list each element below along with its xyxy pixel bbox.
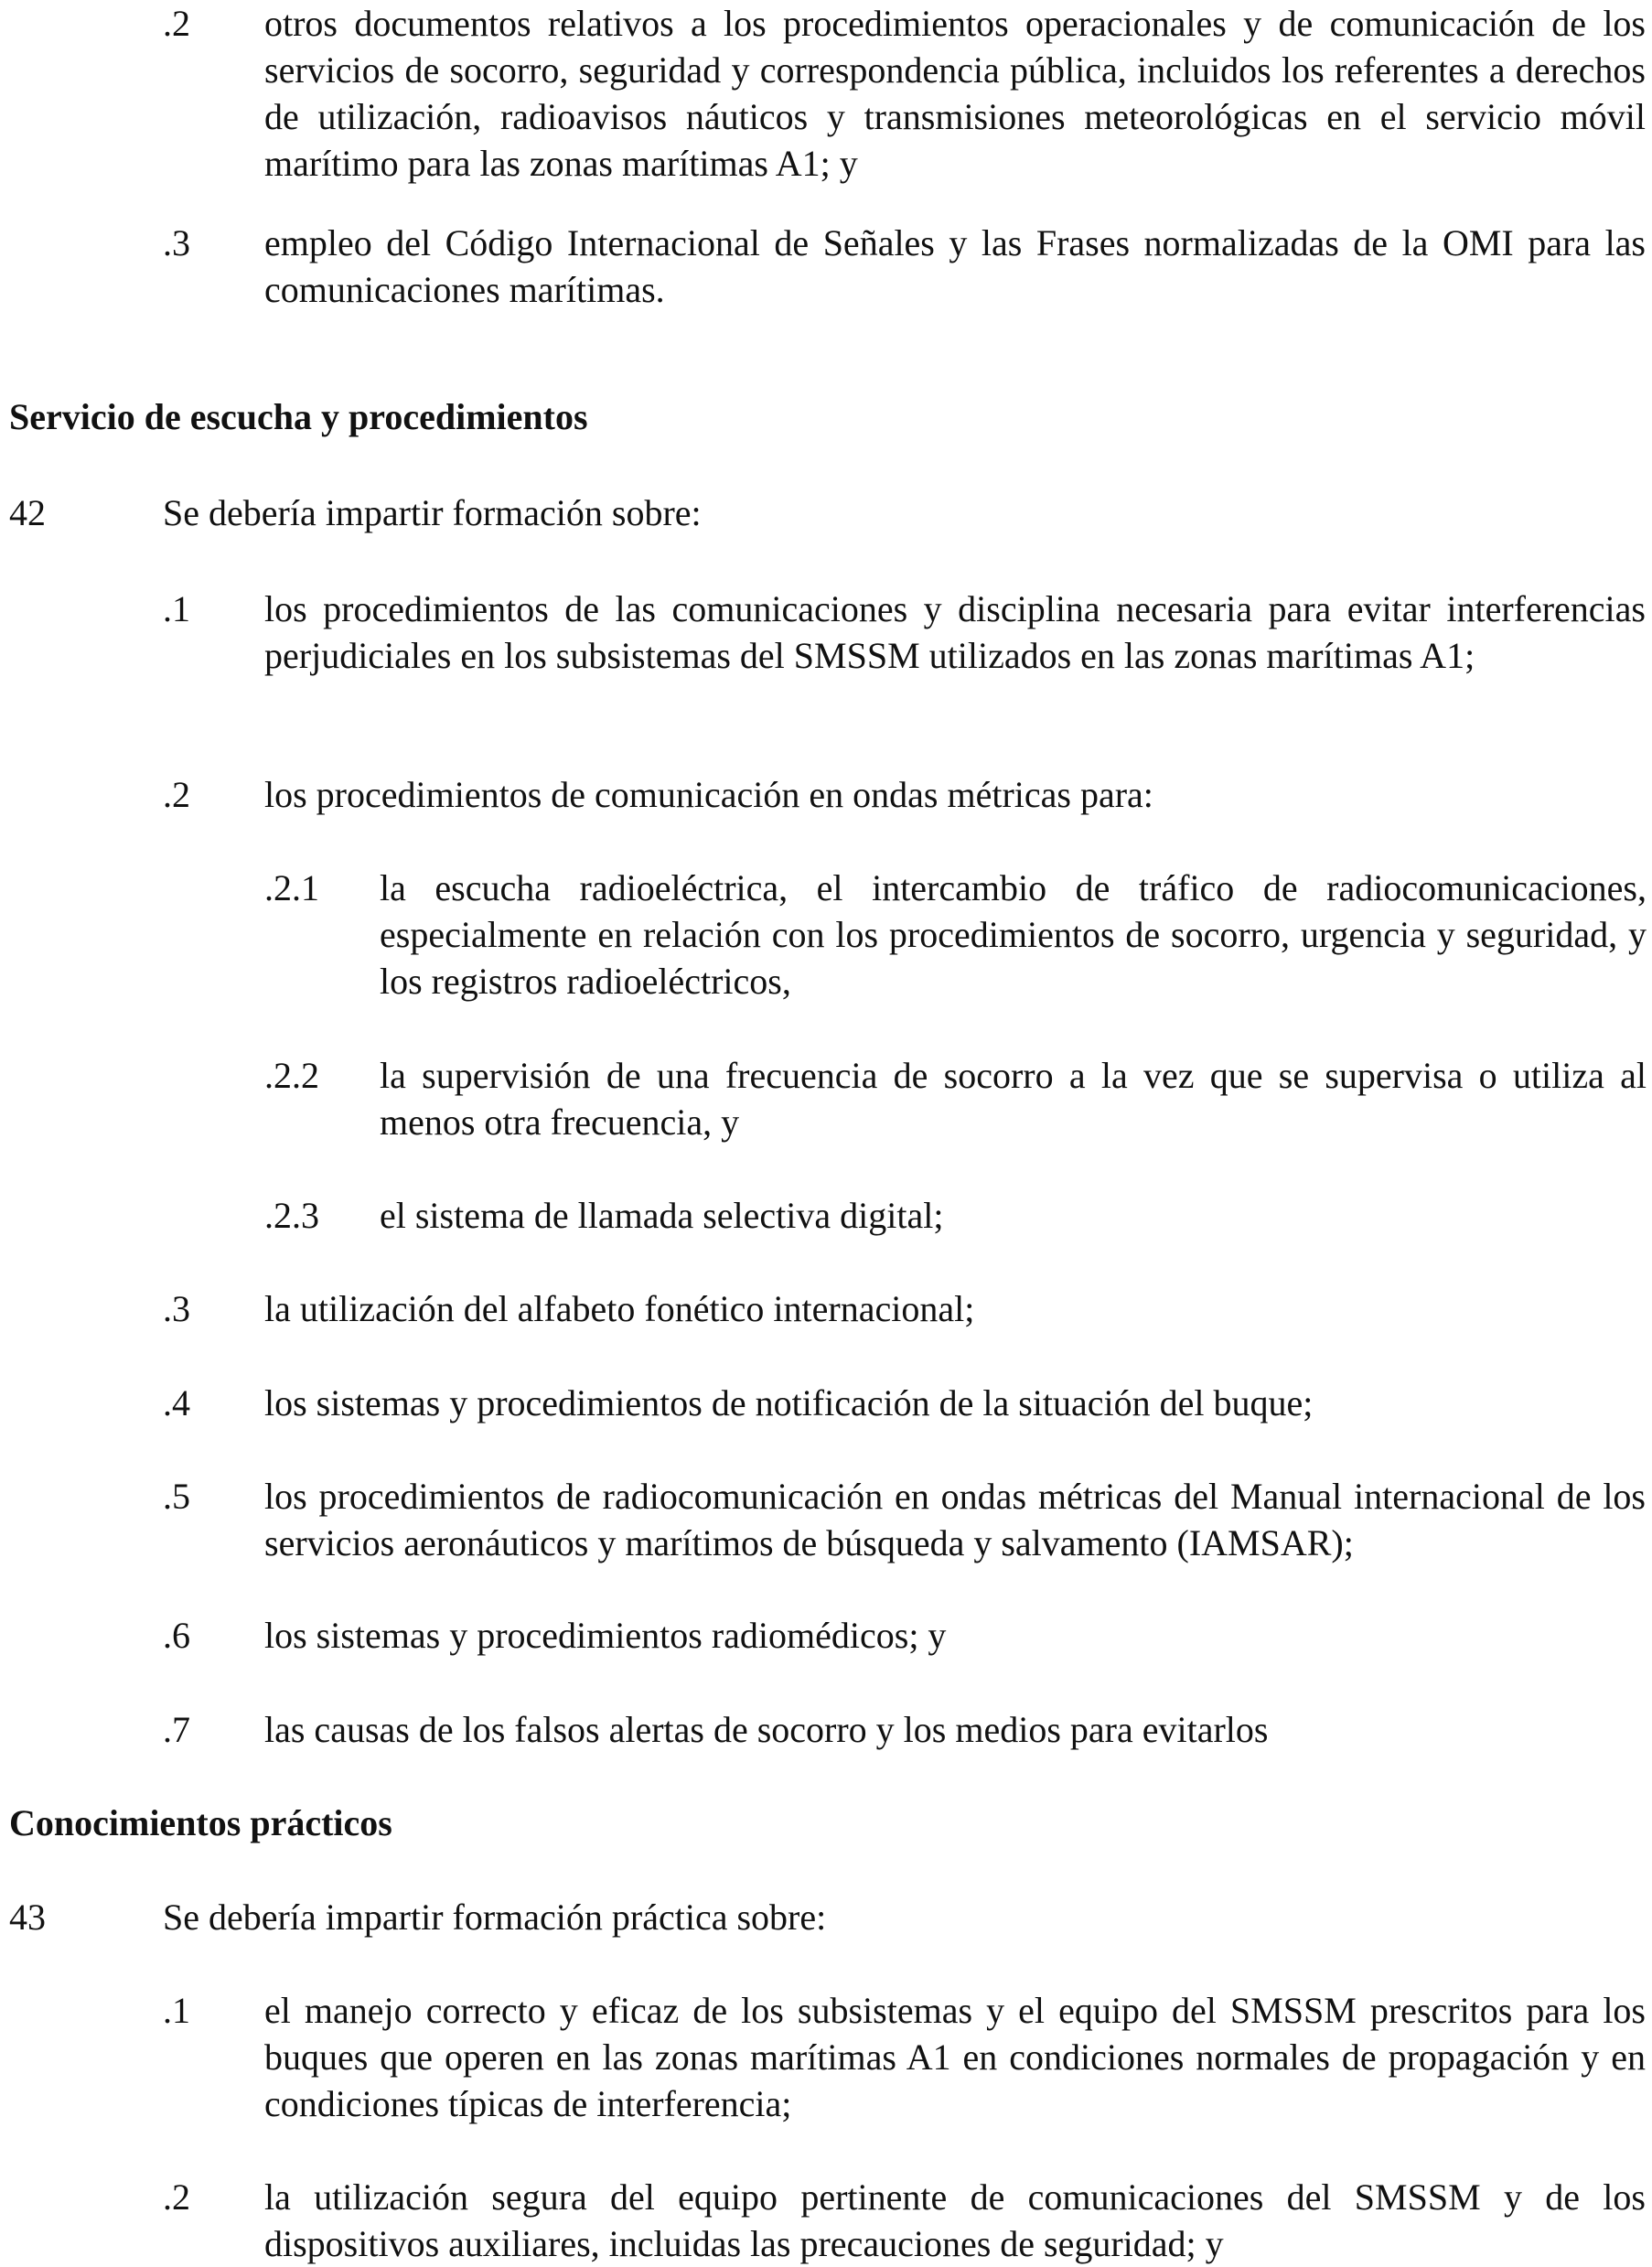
list-item-text: los procedimientos de comunicación en ondas métricas para: bbox=[264, 774, 1153, 815]
item-number: .1 bbox=[163, 1990, 190, 2031]
section-heading: Conocimientos prácticos bbox=[9, 1802, 392, 1843]
paragraph-text: Se debería impartir formación práctica sobre: bbox=[163, 1896, 827, 1938]
item-number: .6 bbox=[163, 1615, 190, 1656]
item-number: .3 bbox=[163, 1288, 190, 1329]
subitem-number: .2.2 bbox=[264, 1055, 319, 1096]
list-item-text: los sistemas y procedimientos de notificación de la situación del buque; bbox=[264, 1382, 1314, 1424]
subitem-number: .2.1 bbox=[264, 867, 319, 908]
list-item-text: los sistemas y procedimientos radiomédicos; y bbox=[264, 1615, 947, 1656]
subitem-text: el sistema de llamada selectiva digital; bbox=[380, 1195, 944, 1236]
list-item-text: el manejo correcto y eficaz de los subsistemas y el equipo del SMSSM prescritos para los buques que operen en las zonas marítimas A1 en condiciones normales de propagación y en condiciones típicas de interferencia; bbox=[264, 1990, 1646, 2124]
list-item-text: otros documentos relativos a los procedimientos operacionales y de comunicación de los servicios de socorro, seguridad y correspondencia pública, incluidos los referentes a derechos de utilización, radioavisos náuticos y transmisiones meteorológicas en el servicio móvil marítimo para las zonas marítimas A1; y bbox=[264, 3, 1646, 184]
paragraph-text: Se debería impartir formación sobre: bbox=[163, 492, 702, 533]
paragraph-number: 43 bbox=[9, 1896, 46, 1938]
item-number: .2 bbox=[163, 774, 190, 815]
paragraph-number: 42 bbox=[9, 492, 46, 533]
list-item-text: la utilización del alfabeto fonético internacional; bbox=[264, 1288, 975, 1329]
item-number: .3 bbox=[163, 222, 190, 263]
item-number: .1 bbox=[163, 588, 190, 629]
item-number: .2 bbox=[163, 3, 190, 44]
item-number: .4 bbox=[163, 1382, 190, 1424]
list-item-text: la utilización segura del equipo pertinente de comunicaciones del SMSSM y de los dispositivos auxiliares, incluidas las precauciones de seguridad; y bbox=[264, 2176, 1646, 2264]
list-item-text: los procedimientos de radiocomunicación en ondas métricas del Manual internacional de los servicios aeronáuticos y marítimos de búsqueda y salvamento (IAMSAR); bbox=[264, 1476, 1646, 1563]
subitem-number: .2.3 bbox=[264, 1195, 319, 1236]
subitem-text: la escucha radioeléctrica, el intercambio de tráfico de radiocomunicaciones, especialmente en relación con los procedimientos de socorro, urgencia y seguridad, y los registros radioeléctricos, bbox=[380, 867, 1647, 1002]
item-number: .5 bbox=[163, 1476, 190, 1517]
item-number: .2 bbox=[163, 2176, 190, 2218]
list-item-text: empleo del Código Internacional de Señales y las Frases normalizadas de la OMI para las comunicaciones marítimas. bbox=[264, 222, 1646, 310]
list-item-text: los procedimientos de las comunicaciones y disciplina necesaria para evitar interferencias perjudiciales en los subsistemas del SMSSM utilizados en las zonas marítimas A1; bbox=[264, 588, 1646, 676]
subitem-text: la supervisión de una frecuencia de socorro a la vez que se supervisa o utiliza al menos otra frecuencia, y bbox=[380, 1055, 1647, 1143]
section-heading: Servicio de escucha y procedimientos bbox=[9, 396, 588, 437]
item-number: .7 bbox=[163, 1709, 190, 1750]
list-item-text: las causas de los falsos alertas de socorro y los medios para evitarlos bbox=[264, 1709, 1269, 1750]
